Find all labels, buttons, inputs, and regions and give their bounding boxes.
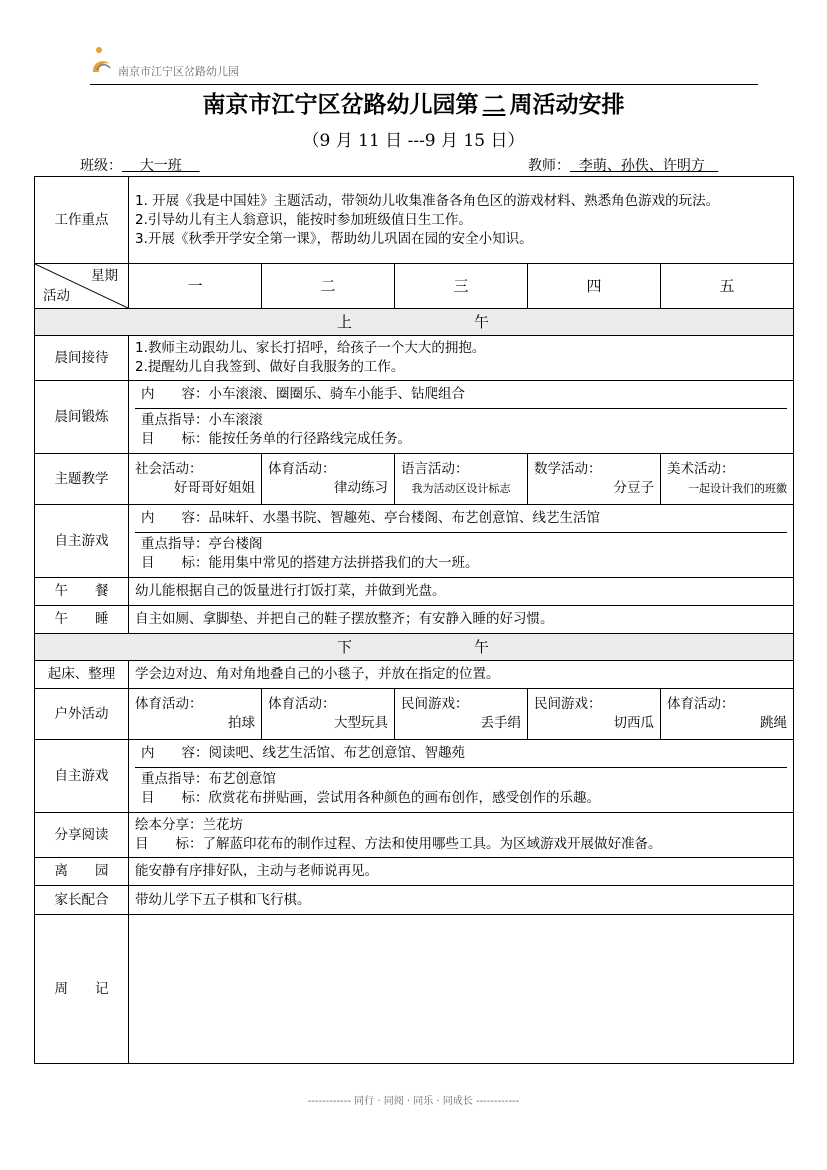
teacher-info: 教师： 李萌、孙佚、许明方 [528,158,705,174]
teacher-names: 李萌、孙佚、许明方 [578,158,705,174]
afternoon-free-play-row: 自主游戏 内 容：阅读吧、线艺生活馆、布艺创意馆、智趣苑 重点指导：布艺创意馆 目 标：欣赏花布拼贴画，尝试用各种颜色的画布创作，感受创作的乐趣。 [35,740,794,813]
weekly-notes-content [129,915,794,1064]
focus-row [35,177,794,264]
page-title: 南京市江宁区岔路幼儿园第 二 周活动安排 [202,91,625,118]
nap-row: 午 睡 自主如厕、拿脚垫、并把自己的鞋子摆放整齐；有安静入睡的好习惯。 [35,606,794,634]
page-footer: ------------ 同行 · 同阅 · 同乐 · 同成长 ------------ [307,1096,520,1107]
school-name-header: 南京市江宁区岔路幼儿园 [118,65,239,78]
focus-content: 1. 开展《我是中国娃》主题活动，带领幼儿收集准备各角色区的游戏材料、熟悉角色游戏的玩法。 2.引导幼儿有主人翁意识，能按时参加班级值日生工作。 3.开展《秋季开学安全第一课》，帮助幼儿巩固在园的安全小知识。 [129,177,794,264]
class-name: 大一班 [139,158,182,174]
outdoor-row: 户外活动 体育活动： 拍球 体育活动： 大型玩具 民间游戏： 丢手绢 民间游戏： 切西瓜 体育活动： 跳绳 [35,689,794,740]
week-number: 二 [482,91,506,118]
day-1: 一 [129,264,262,309]
focus-label: 工作重点 [35,177,129,264]
theme-teaching-row: 主题教学 社会活动： 好哥哥好姐姐 体育活动： 律动练习 语言活动： 我为活动区设计标志 数学活动： 分豆子 美术活动： 一起设计我们的班徽 [35,454,794,505]
day-5: 五 [661,264,794,309]
page-header [90,46,758,85]
day-2: 二 [262,264,395,309]
schedule-table [34,176,794,1064]
date-range: （9 月 11 日 ---9 月 15 日） [302,131,525,151]
diagonal-header-cell: 星期 活动 [35,264,129,309]
reading-row: 分享阅读 绘本分享：兰花坊 目 标：了解蓝印花布的制作过程、方法和使用哪些工具。为区域游戏开展做好准备。 [35,813,794,858]
morning-free-play-row: 自主游戏 内 容：品味轩、水墨书院、智趣苑、亭台楼阁、布艺创意馆、线艺生活馆 重点指导：亭台楼阁 目 标：能用集中常见的搭建方法拼搭我们的大一班。 [35,505,794,578]
lunch-row: 午 餐 幼儿能根据自己的饭量进行打饭打菜，并做到光盘。 [35,578,794,606]
school-logo-icon [90,46,114,76]
morning-band: 上 午 [35,309,794,336]
leaving-row: 离 园 能安静有序排好队，主动与老师说再见。 [35,858,794,886]
days-header-row [35,264,794,309]
class-info: 班级： 大一班 [80,158,182,174]
weekly-notes-row: 周 记 [35,915,794,1064]
exercise-row: 晨间锻炼 内 容：小车滚滚、圈圈乐、骑车小能手、钻爬组合 重点指导：小车滚滚 目 标：能按任务单的行径路线完成任务。 [35,381,794,454]
day-3: 三 [395,264,528,309]
afternoon-band: 下 午 [35,634,794,661]
parents-row: 家长配合 带幼儿学下五子棋和飞行棋。 [35,886,794,915]
reception-row: 晨间接待 1.教师主动跟幼儿、家长打招呼，给孩子一个大大的拥抱。 2.提醒幼儿自我签到、做好自我服务的工作。 [35,336,794,381]
wakeup-row: 起床、整理 学会边对边、角对角地叠自己的小毯子，并放在指定的位置。 [35,661,794,689]
day-4: 四 [528,264,661,309]
